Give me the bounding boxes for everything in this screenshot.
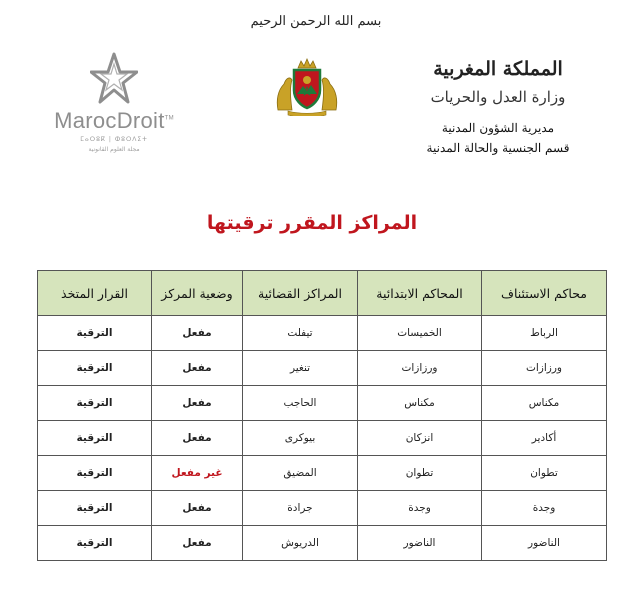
appeal-court-cell: ورزازات <box>482 351 607 386</box>
appeal-court-cell: وجدة <box>482 491 607 526</box>
decision-cell: الترقية <box>38 526 152 561</box>
moroccan-coat-of-arms-icon <box>272 56 342 120</box>
basmala: بسم الله الرحمن الرحيم <box>250 14 382 29</box>
judicial-center-cell: الحاجب <box>243 386 358 421</box>
status-cell: مفعل <box>152 421 243 456</box>
decision-cell: الترقية <box>38 421 152 456</box>
first-instance-cell: تطوان <box>358 456 482 491</box>
first-instance-cell: الناضور <box>358 526 482 561</box>
first-instance-cell: وجدة <box>358 491 482 526</box>
header-judicial-centers: المراكز القضائية <box>243 271 358 316</box>
decision-cell: الترقية <box>38 386 152 421</box>
decision-cell: الترقية <box>38 491 152 526</box>
centers-table <box>37 270 607 561</box>
directorate-name: مديرية الشؤون المدنية <box>441 121 555 135</box>
judicial-center-cell: الدريوش <box>243 526 358 561</box>
judicial-center-cell: تنغير <box>243 351 358 386</box>
ministry-header <box>408 56 588 158</box>
table-row <box>38 456 607 491</box>
moroccan-star-logo-icon <box>90 52 138 104</box>
marocdroit-logo <box>48 52 180 154</box>
table-row <box>38 351 607 386</box>
ministry-name: وزارة العدل والحريات <box>430 88 566 106</box>
first-instance-cell: الخميسات <box>358 316 482 351</box>
table-row <box>38 421 607 456</box>
decision-cell: الترقية <box>38 316 152 351</box>
table-row <box>38 316 607 351</box>
judicial-center-cell: بيوكرى <box>243 421 358 456</box>
table-row <box>38 526 607 561</box>
header-appeal-courts: محاكم الاستئناف <box>482 271 607 316</box>
table-row <box>38 386 607 421</box>
judicial-center-cell: المضيق <box>243 456 358 491</box>
status-cell: مفعل <box>152 526 243 561</box>
document-title: المراكز المقرر ترقيتها <box>206 212 418 234</box>
logo-subtitle: مجلة العلوم القانونية <box>88 146 140 153</box>
decision-cell: الترقية <box>38 351 152 386</box>
header-center-status: وضعية المركز <box>152 271 243 316</box>
division-name: قسم الجنسية والحالة المدنية <box>426 141 570 155</box>
status-cell: مفعل <box>152 386 243 421</box>
status-cell-inactive: غير مفعل <box>152 456 243 491</box>
table-header-row <box>38 271 607 316</box>
appeal-court-cell: الناضور <box>482 526 607 561</box>
judicial-center-cell: تيفلت <box>243 316 358 351</box>
appeal-court-cell: مكناس <box>482 386 607 421</box>
header-decision: القرار المتخذ <box>38 271 152 316</box>
status-cell: مفعل <box>152 351 243 386</box>
appeal-court-cell: الرباط <box>482 316 607 351</box>
status-cell: مفعل <box>152 316 243 351</box>
appeal-court-cell: أكادير <box>482 421 607 456</box>
status-cell: مفعل <box>152 491 243 526</box>
table-row <box>38 491 607 526</box>
logo-tifinagh: ⵎⴰⵔⵓⴽ | ⵀⵓⵔⴷⵉⵜ <box>80 136 148 143</box>
first-instance-cell: ورزازات <box>358 351 482 386</box>
judicial-center-cell: جرادة <box>243 491 358 526</box>
appeal-court-cell: تطوان <box>482 456 607 491</box>
header-first-instance-courts: المحاكم الابتدائية <box>358 271 482 316</box>
first-instance-cell: انزكان <box>358 421 482 456</box>
kingdom-name: المملكة المغربية <box>433 58 563 80</box>
logo-wordmark: MarocDroit™ <box>54 108 174 133</box>
first-instance-cell: مكناس <box>358 386 482 421</box>
decision-cell: الترقية <box>38 456 152 491</box>
